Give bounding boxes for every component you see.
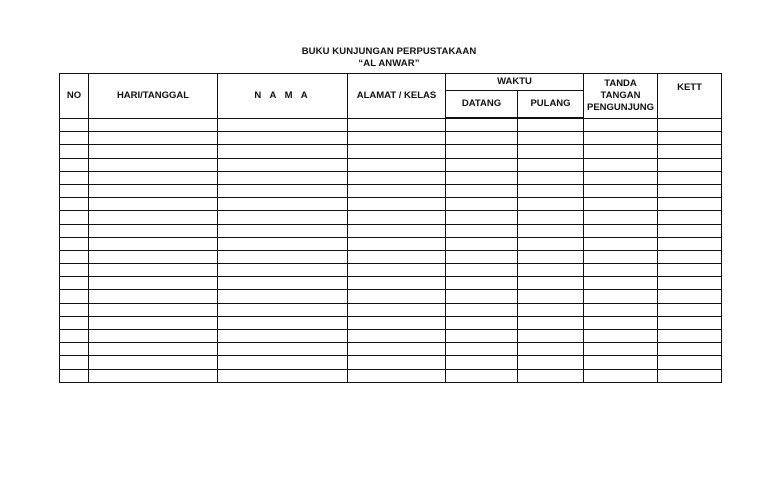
cell-alamat-kelas[interactable] [348, 330, 446, 343]
cell-hari-tanggal[interactable] [89, 277, 218, 290]
cell-kett[interactable] [658, 198, 722, 211]
cell-tanda-tangan[interactable] [584, 224, 658, 237]
cell-datang[interactable] [446, 145, 518, 158]
cell-alamat-kelas[interactable] [348, 250, 446, 263]
cell-hari-tanggal[interactable] [89, 145, 218, 158]
cell-datang[interactable] [446, 316, 518, 329]
cell-datang[interactable] [446, 290, 518, 303]
cell-tanda-tangan[interactable] [584, 303, 658, 316]
cell-pulang[interactable] [518, 145, 584, 158]
cell-no[interactable] [60, 316, 89, 329]
cell-alamat-kelas[interactable] [348, 277, 446, 290]
cell-alamat-kelas[interactable] [348, 118, 446, 132]
header-tanda-tangan [584, 74, 658, 119]
cell-kett[interactable] [658, 132, 722, 145]
cell-hari-tanggal[interactable] [89, 343, 218, 356]
cell-pulang[interactable] [518, 316, 584, 329]
cell-nama[interactable] [218, 330, 348, 343]
cell-tanda-tangan[interactable] [584, 277, 658, 290]
cell-datang[interactable] [446, 132, 518, 145]
cell-datang[interactable] [446, 184, 518, 197]
cell-tanda-tangan[interactable] [584, 356, 658, 369]
cell-datang[interactable] [446, 369, 518, 382]
cell-kett[interactable] [658, 184, 722, 197]
cell-pulang[interactable] [518, 343, 584, 356]
cell-tanda-tangan[interactable] [584, 343, 658, 356]
cell-alamat-kelas[interactable] [348, 264, 446, 277]
table-row [60, 369, 722, 382]
cell-pulang[interactable] [518, 158, 584, 171]
cell-datang[interactable] [446, 277, 518, 290]
cell-hari-tanggal[interactable] [89, 303, 218, 316]
table-row [60, 184, 722, 197]
table-body [60, 118, 722, 382]
header-datang: DATANG [446, 91, 518, 119]
cell-datang[interactable] [446, 211, 518, 224]
cell-no[interactable] [60, 369, 89, 382]
header-tanda-tangan-line2: TANGAN [600, 89, 641, 101]
cell-nama[interactable] [218, 343, 348, 356]
table-row [60, 224, 722, 237]
cell-datang[interactable] [446, 303, 518, 316]
cell-tanda-tangan[interactable] [584, 118, 658, 132]
cell-hari-tanggal[interactable] [89, 330, 218, 343]
header-alamat-kelas: ALAMAT / KELAS [348, 74, 446, 119]
cell-datang[interactable] [446, 224, 518, 237]
cell-nama[interactable] [218, 237, 348, 250]
cell-kett[interactable] [658, 145, 722, 158]
cell-tanda-tangan[interactable] [584, 290, 658, 303]
cell-nama[interactable] [218, 224, 348, 237]
cell-datang[interactable] [446, 264, 518, 277]
cell-nama[interactable] [218, 250, 348, 263]
cell-kett[interactable] [658, 290, 722, 303]
table-row [60, 277, 722, 290]
cell-nama[interactable] [218, 290, 348, 303]
table-row [60, 343, 722, 356]
cell-pulang[interactable] [518, 250, 584, 263]
cell-pulang[interactable] [518, 171, 584, 184]
cell-datang[interactable] [446, 330, 518, 343]
cell-no[interactable] [60, 237, 89, 250]
cell-no[interactable] [60, 171, 89, 184]
cell-kett[interactable] [658, 158, 722, 171]
cell-pulang[interactable] [518, 303, 584, 316]
cell-no[interactable] [60, 250, 89, 263]
cell-datang[interactable] [446, 343, 518, 356]
cell-hari-tanggal[interactable] [89, 158, 218, 171]
cell-kett[interactable] [658, 264, 722, 277]
cell-no[interactable] [60, 184, 89, 197]
table-row [60, 330, 722, 343]
cell-hari-tanggal[interactable] [89, 171, 218, 184]
cell-alamat-kelas[interactable] [348, 369, 446, 382]
cell-kett[interactable] [658, 356, 722, 369]
document-heading [0, 46, 768, 70]
cell-hari-tanggal[interactable] [89, 290, 218, 303]
cell-pulang[interactable] [518, 290, 584, 303]
table-row [60, 171, 722, 184]
cell-datang[interactable] [446, 237, 518, 250]
cell-nama[interactable] [218, 198, 348, 211]
cell-tanda-tangan[interactable] [584, 330, 658, 343]
cell-no[interactable] [60, 330, 89, 343]
header-waktu: WAKTU [446, 74, 584, 91]
table-row [60, 264, 722, 277]
header-hari-tanggal: HARI/TANGGAL [89, 74, 218, 119]
cell-tanda-tangan[interactable] [584, 250, 658, 263]
cell-no[interactable] [60, 343, 89, 356]
cell-tanda-tangan[interactable] [584, 264, 658, 277]
visitor-log-table [59, 73, 722, 383]
cell-tanda-tangan[interactable] [584, 369, 658, 382]
cell-no[interactable] [60, 198, 89, 211]
cell-alamat-kelas[interactable] [348, 343, 446, 356]
table-row [60, 356, 722, 369]
header-no: NO [60, 74, 89, 119]
table-row [60, 211, 722, 224]
cell-nama[interactable] [218, 132, 348, 145]
cell-hari-tanggal[interactable] [89, 224, 218, 237]
table-row [60, 316, 722, 329]
cell-hari-tanggal[interactable] [89, 369, 218, 382]
cell-hari-tanggal[interactable] [89, 132, 218, 145]
cell-hari-tanggal[interactable] [89, 198, 218, 211]
cell-no[interactable] [60, 132, 89, 145]
cell-alamat-kelas[interactable] [348, 356, 446, 369]
cell-hari-tanggal[interactable] [89, 237, 218, 250]
cell-kett[interactable] [658, 369, 722, 382]
table-row [60, 118, 722, 132]
table-row [60, 145, 722, 158]
cell-alamat-kelas[interactable] [348, 184, 446, 197]
cell-nama[interactable] [218, 303, 348, 316]
cell-nama[interactable] [218, 118, 348, 132]
cell-pulang[interactable] [518, 369, 584, 382]
cell-alamat-kelas[interactable] [348, 198, 446, 211]
cell-alamat-kelas[interactable] [348, 132, 446, 145]
cell-nama[interactable] [218, 145, 348, 158]
cell-pulang[interactable] [518, 224, 584, 237]
cell-pulang[interactable] [518, 132, 584, 145]
cell-kett[interactable] [658, 303, 722, 316]
cell-tanda-tangan[interactable] [584, 316, 658, 329]
header-kett: KETT [658, 74, 722, 119]
cell-nama[interactable] [218, 316, 348, 329]
header-tanda-tangan-line3: PENGUNJUNG [586, 101, 655, 113]
cell-alamat-kelas[interactable] [348, 303, 446, 316]
cell-tanda-tangan[interactable] [584, 198, 658, 211]
cell-pulang[interactable] [518, 330, 584, 343]
cell-tanda-tangan[interactable] [584, 158, 658, 171]
header-tanda-tangan-line1: TANDA [604, 77, 637, 89]
cell-no[interactable] [60, 224, 89, 237]
cell-no[interactable] [60, 290, 89, 303]
cell-no[interactable] [60, 145, 89, 158]
cell-kett[interactable] [658, 250, 722, 263]
table-row [60, 303, 722, 316]
cell-datang[interactable] [446, 356, 518, 369]
cell-alamat-kelas[interactable] [348, 171, 446, 184]
cell-no[interactable] [60, 303, 89, 316]
cell-alamat-kelas[interactable] [348, 211, 446, 224]
cell-nama[interactable] [218, 158, 348, 171]
cell-nama[interactable] [218, 277, 348, 290]
cell-kett[interactable] [658, 224, 722, 237]
cell-nama[interactable] [218, 171, 348, 184]
table-header [60, 74, 722, 119]
cell-tanda-tangan[interactable] [584, 132, 658, 145]
cell-nama[interactable] [218, 356, 348, 369]
cell-alamat-kelas[interactable] [348, 224, 446, 237]
cell-alamat-kelas[interactable] [348, 237, 446, 250]
cell-hari-tanggal[interactable] [89, 264, 218, 277]
cell-hari-tanggal[interactable] [89, 316, 218, 329]
cell-tanda-tangan[interactable] [584, 237, 658, 250]
cell-kett[interactable] [658, 343, 722, 356]
cell-datang[interactable] [446, 118, 518, 132]
cell-datang[interactable] [446, 250, 518, 263]
cell-no[interactable] [60, 158, 89, 171]
cell-datang[interactable] [446, 158, 518, 171]
cell-no[interactable] [60, 211, 89, 224]
cell-tanda-tangan[interactable] [584, 184, 658, 197]
cell-pulang[interactable] [518, 211, 584, 224]
table-row [60, 198, 722, 211]
cell-alamat-kelas[interactable] [348, 158, 446, 171]
cell-datang[interactable] [446, 198, 518, 211]
document-subtitle: “AL ANWAR” [358, 58, 420, 69]
cell-kett[interactable] [658, 171, 722, 184]
cell-nama[interactable] [218, 211, 348, 224]
cell-nama[interactable] [218, 369, 348, 382]
document-title: BUKU KUNJUNGAN PERPUSTAKAAN [301, 46, 477, 57]
cell-datang[interactable] [446, 171, 518, 184]
cell-tanda-tangan[interactable] [584, 145, 658, 158]
cell-pulang[interactable] [518, 118, 584, 132]
cell-alamat-kelas[interactable] [348, 290, 446, 303]
cell-no[interactable] [60, 264, 89, 277]
cell-kett[interactable] [658, 118, 722, 132]
cell-kett[interactable] [658, 277, 722, 290]
cell-kett[interactable] [658, 237, 722, 250]
cell-pulang[interactable] [518, 198, 584, 211]
table-row [60, 250, 722, 263]
cell-alamat-kelas[interactable] [348, 145, 446, 158]
table-row [60, 290, 722, 303]
cell-pulang[interactable] [518, 356, 584, 369]
cell-hari-tanggal[interactable] [89, 118, 218, 132]
cell-no[interactable] [60, 118, 89, 132]
cell-pulang[interactable] [518, 184, 584, 197]
cell-hari-tanggal[interactable] [89, 184, 218, 197]
cell-hari-tanggal[interactable] [89, 211, 218, 224]
cell-hari-tanggal[interactable] [89, 356, 218, 369]
header-pulang: PULANG [518, 91, 584, 119]
table-row [60, 158, 722, 171]
cell-kett[interactable] [658, 316, 722, 329]
cell-nama[interactable] [218, 264, 348, 277]
cell-kett[interactable] [658, 330, 722, 343]
cell-pulang[interactable] [518, 264, 584, 277]
cell-hari-tanggal[interactable] [89, 250, 218, 263]
cell-pulang[interactable] [518, 237, 584, 250]
cell-pulang[interactable] [518, 277, 584, 290]
cell-alamat-kelas[interactable] [348, 316, 446, 329]
table-row [60, 237, 722, 250]
cell-no[interactable] [60, 356, 89, 369]
table-row [60, 132, 722, 145]
header-nama: N A M A [218, 74, 348, 119]
cell-tanda-tangan[interactable] [584, 171, 658, 184]
cell-no[interactable] [60, 277, 89, 290]
cell-kett[interactable] [658, 211, 722, 224]
cell-nama[interactable] [218, 184, 348, 197]
cell-tanda-tangan[interactable] [584, 211, 658, 224]
